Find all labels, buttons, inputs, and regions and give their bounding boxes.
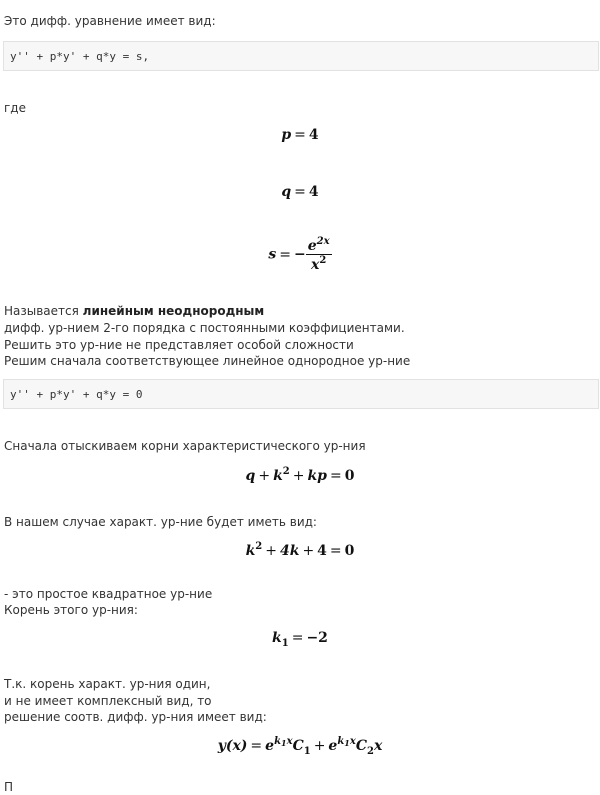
subscript: 1: [303, 746, 311, 757]
var-s: s: [268, 246, 277, 263]
equals-sign: =: [291, 630, 304, 646]
equals-sign: =: [294, 127, 306, 143]
value-4: 4: [317, 543, 327, 559]
value-minus-2: −2: [306, 630, 328, 646]
since-line-1: Т.к. корень характ. ур-ния один,: [4, 677, 211, 691]
exp-k: k: [274, 736, 282, 747]
var-p: p: [281, 127, 292, 143]
value-0: 0: [344, 468, 355, 484]
e-base: e: [307, 238, 317, 254]
code-homogeneous-text: y'' + p*y' + q*y = 0: [10, 387, 143, 401]
minus-sign: −: [294, 246, 306, 263]
called-prefix: Называется: [4, 304, 83, 318]
intro-text: Это дифф. уравнение имеет вид:: [4, 14, 216, 28]
var-x: x: [373, 738, 383, 754]
plus-sign: +: [258, 468, 271, 484]
subscript: 1: [281, 638, 289, 649]
called-line: [4, 303, 264, 319]
equals-sign: =: [294, 184, 306, 200]
exp-sub: 1: [281, 738, 287, 748]
where-text: где: [4, 101, 26, 115]
x-base: x: [311, 257, 320, 273]
e-base: e: [265, 738, 275, 754]
value-4: 4: [308, 127, 319, 143]
y-of-x: y(x): [217, 738, 248, 754]
exp-k: k: [337, 736, 345, 747]
var-k: k: [273, 468, 283, 484]
since-line-2: и не имеет комплексный вид, то: [4, 694, 212, 708]
var-q: q: [245, 468, 256, 484]
exp-sub: 1: [344, 738, 350, 748]
exp-x: x: [286, 736, 293, 747]
value-4: 4: [308, 184, 319, 200]
first-roots-text: Сначала отыскиваем корни характеристического ур-ния: [4, 439, 366, 453]
var-kp: kp: [307, 468, 327, 484]
tail-fragment: П: [4, 780, 14, 794]
exp-x: x: [349, 736, 356, 747]
equals-sign: =: [329, 543, 342, 559]
formula-quadratic: [0, 541, 600, 559]
text-line-2: дифф. ур-нием 2-го порядка с постоянными коэффициентами.: [4, 321, 405, 335]
term-4k: 4k: [279, 543, 300, 559]
equals-sign: =: [250, 738, 263, 754]
plus-sign: +: [265, 543, 277, 559]
code-block-homogeneous: [3, 379, 599, 409]
var-k: k: [245, 543, 256, 559]
text-line-3: Решить это ур-ние не представляет особой сложности: [4, 338, 354, 352]
const-c: C: [292, 738, 304, 754]
exponent: 2: [255, 541, 263, 552]
value-0: 0: [344, 543, 355, 559]
subscript: 2: [366, 746, 374, 757]
formula-root: [0, 630, 600, 649]
simple-quadratic-text: - это простое квадратное ур-ние: [4, 587, 213, 601]
root-of-text: Корень этого ур-ния:: [4, 603, 138, 617]
exponent: 2: [319, 255, 327, 266]
e-base: e: [328, 738, 338, 754]
equals-sign: =: [329, 468, 342, 484]
fraction: [306, 236, 332, 273]
exponent: 2: [282, 466, 290, 477]
plus-sign: +: [292, 468, 305, 484]
plus-sign: +: [302, 543, 315, 559]
var-q: q: [281, 184, 292, 200]
exponent: [337, 736, 355, 747]
formula-p: [0, 127, 600, 143]
fraction-numerator: [306, 236, 332, 254]
since-line-3: решение соотв. дифф. ур-ния имеет вид:: [4, 710, 267, 724]
var-k: k: [272, 630, 282, 646]
code-block-equation: [3, 41, 599, 71]
equals-sign: =: [279, 246, 292, 263]
fraction-denominator: [306, 254, 332, 273]
const-c: C: [355, 738, 367, 754]
formula-q: [0, 184, 600, 200]
exponent: [274, 736, 292, 747]
text-line-4: Решим сначала соответствующее линейное однородное ур-ние: [4, 354, 411, 368]
called-bold: линейным неоднородным: [82, 304, 265, 318]
code-equation-text: y'' + p*y' + q*y = s,: [10, 49, 150, 63]
plus-sign: +: [313, 738, 326, 754]
our-case-text: В нашем случае характ. ур-ние будет иметь вид:: [4, 515, 317, 529]
formula-characteristic: [0, 466, 600, 484]
formula-solution: [0, 736, 600, 757]
formula-s: [0, 236, 600, 273]
exponent: 2x: [316, 236, 330, 247]
